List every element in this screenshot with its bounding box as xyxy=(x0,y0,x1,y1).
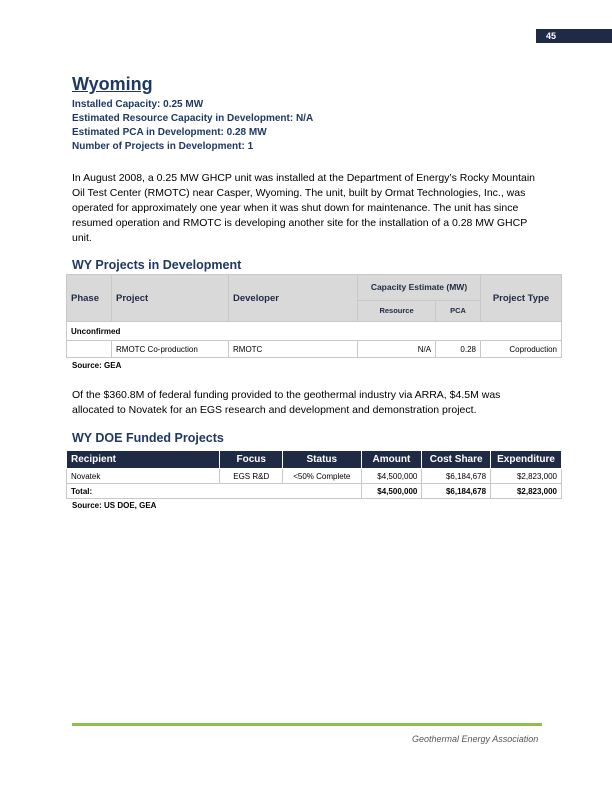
footer-text: Geothermal Energy Association xyxy=(412,734,539,744)
col-resource: Resource xyxy=(358,300,436,321)
total-label: Total: xyxy=(67,484,362,499)
status-cell: <50% Complete xyxy=(283,469,361,484)
pca-in-development: Estimated PCA in Development: 0.28 MW xyxy=(72,127,267,138)
total-row xyxy=(67,484,562,499)
col-focus: Focus xyxy=(220,451,283,469)
pca-cell: 0.28 xyxy=(436,341,481,358)
col-project: Project xyxy=(112,275,229,322)
col-capacity: Capacity Estimate (MW) xyxy=(358,275,481,301)
focus-cell: EGS R&D xyxy=(220,469,283,484)
recipient-cell: Novatek xyxy=(67,469,220,484)
col-cost-share: Cost Share xyxy=(422,451,491,469)
total-expenditure: $2,823,000 xyxy=(491,484,562,499)
table-row xyxy=(67,469,562,484)
developer-cell: RMOTC xyxy=(229,341,358,358)
resource-capacity: Estimated Resource Capacity in Development: N/A xyxy=(72,113,314,124)
type-cell: Coproduction xyxy=(481,341,562,358)
group-row xyxy=(67,322,562,341)
col-pca: PCA xyxy=(436,300,481,321)
cost-share-cell: $6,184,678 xyxy=(422,469,491,484)
total-amount: $4,500,000 xyxy=(361,484,422,499)
funding-paragraph: Of the $360.8M of federal funding provided to the geothermal industry via ARRA, $4.5M was allocated to Novatek for an EGS research and development and demonstration project. xyxy=(72,389,501,416)
state-stats xyxy=(72,98,313,154)
doe-table xyxy=(66,450,562,499)
col-expenditure: Expenditure xyxy=(491,451,562,469)
expenditure-cell: $2,823,000 xyxy=(491,469,562,484)
table-row xyxy=(67,341,562,358)
projects-table xyxy=(66,274,562,358)
group-label: Unconfirmed xyxy=(67,322,562,341)
col-status: Status xyxy=(283,451,361,469)
page-title: Wyoming xyxy=(72,74,153,94)
intro-paragraph: In August 2008, a 0.25 MW GHCP unit was installed at the Department of Energy’s Rocky Mountain Oil Test Center (RMOTC) near Casper, Wyoming. The unit, built by Ormat Technologies, Inc., was operated for approximately one year when it was shut down for maintenance. The unit has since resumed operation and RMOTC is developing another site for the installation of a 0.28 MW GHCP unit. xyxy=(72,172,536,244)
total-cost-share: $6,184,678 xyxy=(422,484,491,499)
projects-heading: WY Projects in Development xyxy=(72,258,242,272)
doe-heading: WY DOE Funded Projects xyxy=(72,431,224,445)
doe-source: Source: US DOE, GEA xyxy=(72,501,157,510)
col-amount: Amount xyxy=(361,451,422,469)
projects-count: Number of Projects in Development: 1 xyxy=(72,141,254,152)
col-developer: Developer xyxy=(229,275,358,322)
amount-cell: $4,500,000 xyxy=(361,469,422,484)
col-project-type: Project Type xyxy=(481,275,562,322)
page-number: 45 xyxy=(536,29,612,43)
phase-cell xyxy=(67,341,112,358)
projects-source: Source: GEA xyxy=(72,361,122,370)
col-recipient: Recipient xyxy=(67,451,220,469)
project-cell: RMOTC Co-production xyxy=(112,341,229,358)
resource-cell: N/A xyxy=(358,341,436,358)
col-phase: Phase xyxy=(67,275,112,322)
installed-capacity: Installed Capacity: 0.25 MW xyxy=(72,99,204,110)
footer-rule xyxy=(72,723,542,726)
